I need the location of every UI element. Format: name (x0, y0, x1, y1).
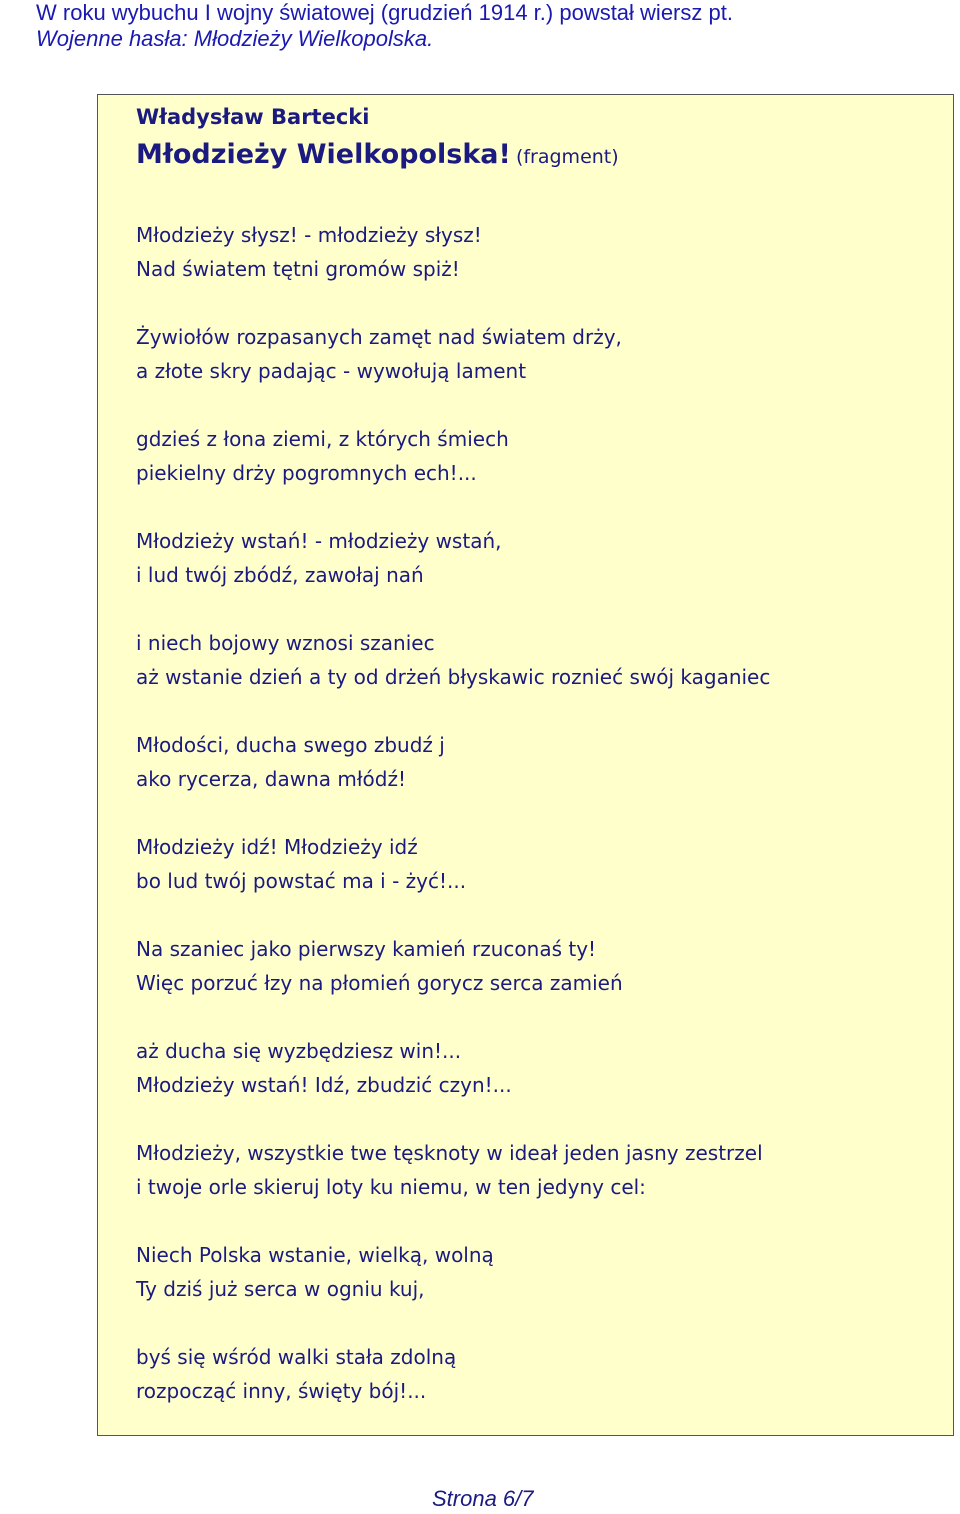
poem-title-row (136, 135, 619, 175)
poem-line: Ty dziś już serca w ogniu kuj, (136, 1277, 425, 1301)
stanza (136, 524, 770, 592)
poem-line: Młodzieży słysz! - młodzieży słysz! (136, 223, 482, 247)
poem-line: i lud twój zbódź, zawołaj nań (136, 563, 424, 587)
stanza (136, 626, 770, 694)
poem-line: gdzieś z łona ziemi, z których śmiech (136, 427, 509, 451)
poem-line: Żywiołów rozpasanych zamęt nad światem drży, (136, 325, 622, 349)
poem-line: i niech bojowy wznosi szaniec (136, 631, 435, 655)
poem-line: Więc porzuć łzy na płomień gorycz serca zamień (136, 971, 623, 995)
stanza (136, 1034, 770, 1102)
stanza (136, 830, 770, 898)
stanza (136, 1340, 770, 1408)
poem-author: Władysław Bartecki (136, 105, 370, 129)
poem-line: i twoje orle skieruj loty ku niemu, w ten jedyny cel: (136, 1175, 646, 1199)
poem-line: piekielny drży pogromnych ech!... (136, 461, 477, 485)
poem-line: byś się wśród walki stała zdolną (136, 1345, 457, 1369)
stanza (136, 422, 770, 490)
header-line-1: W roku wybuchu I wojny światowej (grudzień 1914 r.) powstał wiersz pt. (36, 0, 733, 25)
poem-line: Młodzieży idź! Młodzieży idź (136, 835, 418, 859)
stanza (136, 1136, 770, 1204)
poem-line: Młodości, ducha swego zbudź j (136, 733, 445, 757)
poem-line: bo lud twój powstać ma i - żyć!... (136, 869, 467, 893)
poem-fragment-note: (fragment) (515, 146, 619, 168)
poem-line: ako rycerza, dawna młódź! (136, 767, 406, 791)
poem-line: Młodzieży wstań! - młodzieży wstań, (136, 529, 502, 553)
page-number: Strona 6/7 (432, 1486, 534, 1511)
stanza (136, 1238, 770, 1306)
poem-box (97, 94, 954, 1436)
header-line-2: Wojenne hasła: Młodzieży Wielkopolska. (36, 26, 434, 51)
stanza (136, 218, 770, 286)
poem-line: aż wstanie dzień a ty od drżeń błyskawic roznieć swój kaganiec (136, 665, 771, 689)
poem-line: Na szaniec jako pierwszy kamień rzuconaś ty! (136, 937, 597, 961)
poem-title: Młodzieży Wielkopolska! (136, 139, 511, 170)
stanza (136, 728, 770, 796)
stanza (136, 320, 770, 388)
page-header (36, 0, 936, 52)
poem-line: Młodzieży wstań! Idź, zbudzić czyn!... (136, 1073, 512, 1097)
stanza (136, 932, 770, 1000)
poem-line: Młodzieży, wszystkie twe tęsknoty w ideał jeden jasny zestrzel (136, 1141, 763, 1165)
poem-line: a złote skry padając - wywołują lament (136, 359, 527, 383)
poem-line: Niech Polska wstanie, wielką, wolną (136, 1243, 494, 1267)
poem-stanzas (136, 218, 770, 1442)
poem-line: Nad światem tętni gromów spiż! (136, 257, 460, 281)
poem-line: aż ducha się wyzbędziesz win!... (136, 1039, 462, 1063)
poem-line: rozpocząć inny, święty bój!... (136, 1379, 427, 1403)
